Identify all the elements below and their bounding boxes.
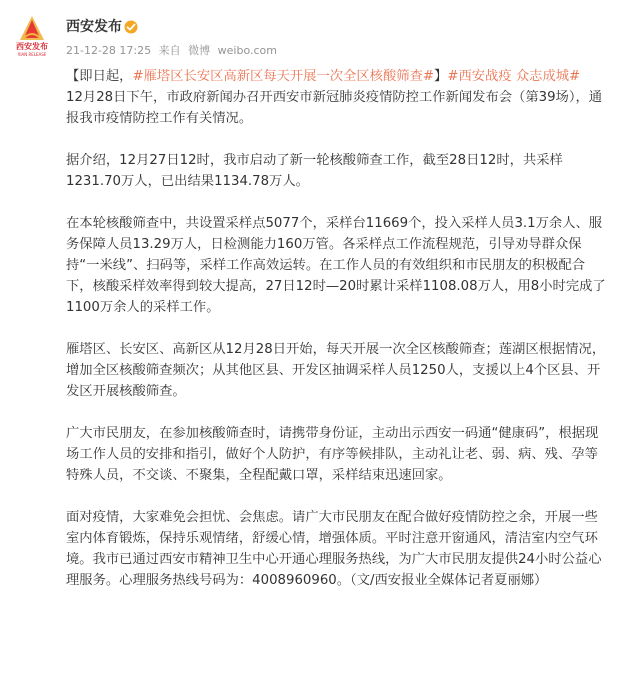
source-domain: weibo.com [217,44,277,57]
verified-badge-icon [124,20,138,34]
post-paragraph: 据介绍，12月27日12时，我市启动了新一轮核酸筛查工作，截至28日12时，共采样1231.70万人，已出结果1134.78万人。 [66,153,563,189]
post-header [0,0,626,68]
post-paragraph: 面对疫情，大家难免会担忧、会焦虑。请广大市民朋友在配合做好疫情防控之余，开展一些室内体育锻炼，保持乐观情绪，舒缓心情，增强体质。平时注意开窗通风，清洁室内空气环境。我市已通过西安市精神卫生中心开通心理服务热线，为广大市民朋友提供24小时公益心理服务。心理服务热线号码为：4008960960。（文/西安报业全媒体记者夏丽娜） [66,510,602,588]
post-paragraph: 在本轮核酸筛查中，共设置采样点5077个，采样台11669个，投入采样人员3.1万余人、服务保障人员13.29万人，日检测能力160万管。各采样点工作流程规范，引导劝导群众保持“一米线”、扫码等，采样工作高效运转。在工作人员的有效组织和市民朋友的积极配合下，核酸采样效率得到较大提高，27日12时—20时累计采样1108.08万人，用8小时完成了1100万余人的采样工作。 [66,216,606,315]
source-name[interactable]: 微博 [188,44,211,57]
bracket-open: 【即日起， [66,69,133,84]
topic-link[interactable]: #西安战疫 众志成城# [447,69,581,84]
post-timestamp[interactable]: 21-12-28 17:25 [66,44,152,57]
source-prefix: 来自 [158,44,181,57]
avatar[interactable] [8,12,56,60]
xian-release-logo-icon [8,12,56,60]
post-paragraph [66,66,610,87]
hashtag-link[interactable]: #雁塔区长安区高新区每天开展一次全区核酸筛查# [132,69,435,84]
post-content [66,66,610,612]
post-paragraph: 广大市民朋友，在参加核酸筛查时，请携带身份证，主动出示西安一码通“健康码”，根据现场工作人员的安排和指引，做好个人防护，有序等候排队，主动礼让老、弱、病、残、孕等特殊人员，不交谈、不聚集，全程配戴口罩，采样结束迅速回家。 [66,426,599,483]
bracket-close: 】 [434,69,448,84]
user-name[interactable]: 西安发布 [66,19,122,35]
post-paragraph: 12月28日下午，市政府新闻办召开西安市新冠肺炎疫情防控工作新闻发布会（第39场），通报我市疫情防控工作有关情况。 [66,90,603,126]
post-meta [66,44,281,58]
avatar-text: 西安发布 [16,42,48,51]
avatar-subtext: XIAN RELEASE [17,52,47,57]
post-paragraph: 雁塔区、长安区、高新区从12月28日开始，每天开展一次全区核酸筛查；莲湖区根据情况，增加全区核酸筛查频次；从其他区县、开发区抽调采样人员1250人，支援以上4个区县、开发区开展核酸筛查。 [66,342,606,399]
